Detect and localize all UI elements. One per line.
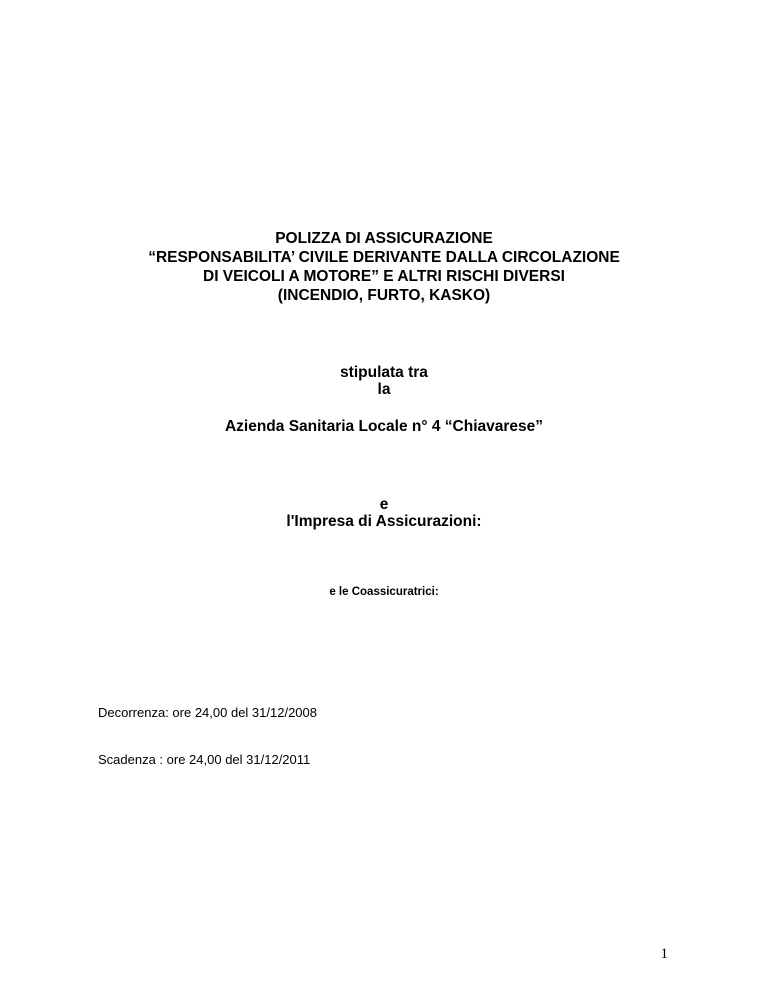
start-date: Decorrenza: ore 24,00 del 31/12/2008 <box>98 705 317 720</box>
title-line-1: POLIZZA DI ASSICURAZIONE <box>275 230 493 247</box>
page-number: 1 <box>660 946 668 962</box>
end-date: Scadenza : ore 24,00 del 31/12/2011 <box>98 752 311 767</box>
insurer-label: l'Impresa di Assicurazioni: <box>286 513 482 530</box>
document-title <box>0 229 768 305</box>
title-line-3: DI VEICOLI A MOTORE” E ALTRI RISCHI DIVERSI <box>203 268 565 285</box>
la-text: la <box>377 381 391 398</box>
authority-name: Azienda Sanitaria Locale n° 4 “Chiavarese” <box>224 418 544 435</box>
title-line-2: “RESPONSABILITA’ CIVILE DERIVANTE DALLA CIRCOLAZIONE <box>148 249 620 266</box>
stipulated-text: stipulata tra <box>340 364 428 381</box>
coinsurers-label: e le Coassicuratrici: <box>329 586 439 598</box>
title-line-4: (INCENDIO, FURTO, KASKO) <box>277 287 491 304</box>
conjunction-e: e <box>379 496 389 513</box>
